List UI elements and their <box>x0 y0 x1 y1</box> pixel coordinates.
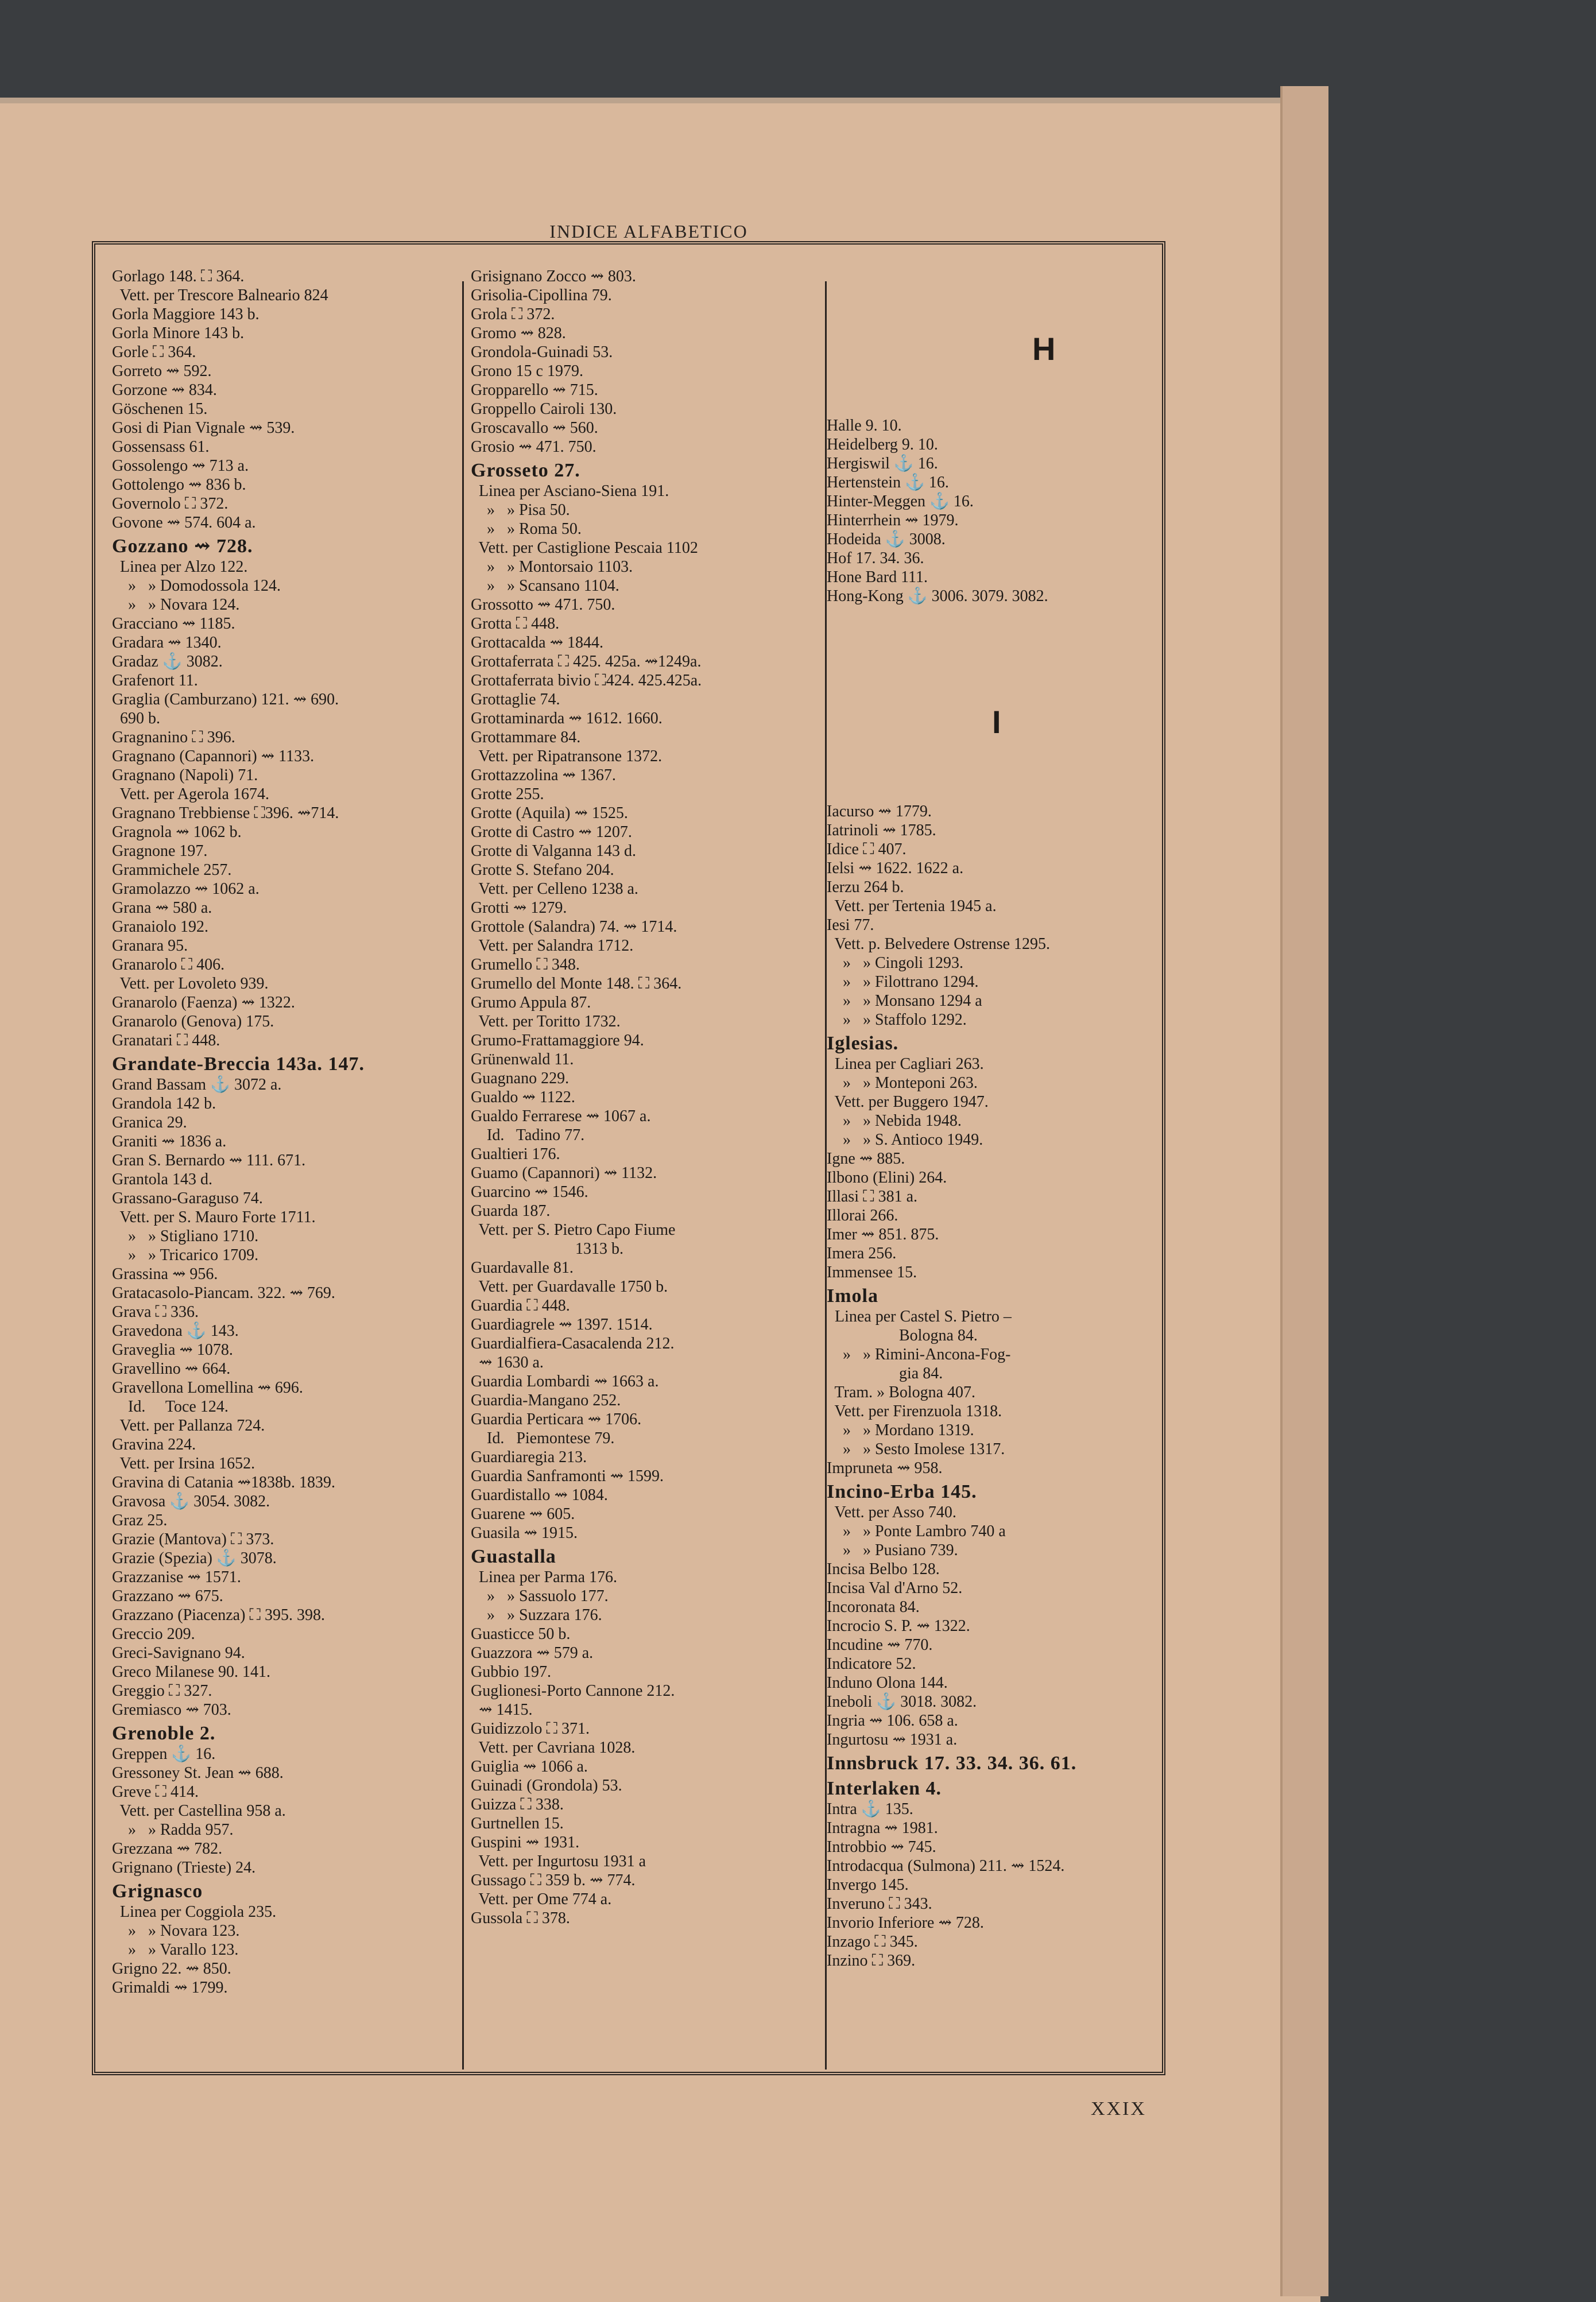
index-entry: Grottaglie 74. <box>471 691 560 708</box>
index-entry: Guardia Sanframonti ⇝ 1599. <box>471 1467 664 1485</box>
index-entry: Gubbio 197. <box>471 1663 551 1681</box>
index-entry: Guardiaregia 213. <box>471 1448 587 1466</box>
index-entry: » » Sassuolo 177. <box>471 1587 609 1605</box>
index-entry: Inzago ⛶ 345. <box>827 1933 918 1951</box>
index-entry: Guizza ⛶ 338. <box>471 1796 564 1813</box>
index-entry: Govone ⇝ 574. 604 a. <box>112 514 256 532</box>
index-entry: 690 b. <box>112 710 160 727</box>
index-entry: Grondola-Guinadi 53. <box>471 343 613 361</box>
index-entry: Greggio ⛶ 327. <box>112 1682 212 1700</box>
index-entry: Vett. per Ripatransone 1372. <box>471 747 663 765</box>
index-entry: Governolo ⛶ 372. <box>112 495 228 513</box>
index-heading: Imola <box>827 1285 878 1307</box>
index-entry: Gragnano (Capannori) ⇝ 1133. <box>112 747 315 765</box>
index-entry: Greppen ⚓ 16. <box>112 1745 216 1763</box>
index-entry: Grisolia-Cipollina 79. <box>471 286 612 304</box>
index-entry: Guagnano 229. <box>471 1069 570 1087</box>
index-entry: Grottammare 84. <box>471 728 581 746</box>
index-entry: Granica 29. <box>112 1114 187 1131</box>
index-entry: Hof 17. 34. 36. <box>827 549 924 567</box>
index-entry: Grottaferrata bivio ⛶424. 425.425a. <box>471 672 702 689</box>
index-entry: Invergo 145. <box>827 1876 909 1894</box>
index-entry: Invorio Inferiore ⇝ 728. <box>827 1914 984 1932</box>
index-entry: Greve ⛶ 414. <box>112 1783 199 1801</box>
index-entry: Gorlago 148. ⛶ 364. <box>112 268 245 285</box>
index-entry: Vett. per S. Pietro Capo Fiume <box>471 1221 676 1239</box>
index-entry: » » Novara 123. <box>112 1922 240 1940</box>
index-entry: » » Rimini-Ancona-Fog- <box>827 1346 1011 1363</box>
index-entry: Induno Olona 144. <box>827 1674 948 1692</box>
index-entry: Inzino ⛶ 369. <box>827 1952 916 1970</box>
index-heading: Gozzano ⇝ 728. <box>112 536 253 557</box>
index-entry: Grumo-Frattamaggiore 94. <box>471 1032 644 1049</box>
index-entry: Granarolo (Genova) 175. <box>112 1013 274 1030</box>
index-entry: » » Varallo 123. <box>112 1941 239 1959</box>
index-entry: Iatrinoli ⇝ 1785. <box>827 821 936 839</box>
index-entry: Guarcino ⇝ 1546. <box>471 1183 588 1201</box>
index-entry: Gromo ⇝ 828. <box>471 324 566 342</box>
index-entry: Greccio 209. <box>112 1625 195 1643</box>
index-entry: Granarolo ⛶ 406. <box>112 956 225 974</box>
index-heading: Grenoble 2. <box>112 1723 216 1744</box>
index-entry: Hong-Kong ⚓ 3006. 3079. 3082. <box>827 587 1048 605</box>
index-entry: Guspini ⇝ 1931. <box>471 1834 580 1851</box>
index-entry: Vett. p. Belvedere Ostrense 1295. <box>827 935 1051 953</box>
index-entry: Gressoney St. Jean ⇝ 688. <box>112 1764 284 1782</box>
index-entry: Idice ⛶ 407. <box>827 840 907 858</box>
index-entry: » » Domodossola 124. <box>112 577 281 595</box>
index-entry: Gossolengo ⇝ 713 a. <box>112 457 249 475</box>
index-entry: Gran S. Bernardo ⇝ 111. 671. <box>112 1152 306 1169</box>
index-entry: Greci-Savignano 94. <box>112 1644 245 1662</box>
index-entry: Hergiswil ⚓ 16. <box>827 455 938 472</box>
index-entry: ⇝ 1630 a. <box>471 1354 544 1371</box>
index-entry: Grigno 22. ⇝ 850. <box>112 1960 231 1978</box>
index-entry: Graglia (Camburzano) 121. ⇝ 690. <box>112 691 339 708</box>
index-entry: Grezzana ⇝ 782. <box>112 1840 223 1858</box>
index-entry: Gragnola ⇝ 1062 b. <box>112 823 242 841</box>
index-entry: Gualtieri 176. <box>471 1145 560 1163</box>
index-entry: Vett. per Castiglione Pescaia 1102 <box>471 539 698 557</box>
index-entry: Vett. per Salandra 1712. <box>471 937 634 955</box>
index-entry: Guardialfiera-Casacalenda 212. <box>471 1335 675 1352</box>
index-entry: Grumello del Monte 148. ⛶ 364. <box>471 975 682 993</box>
index-entry: Introbbio ⇝ 745. <box>827 1838 936 1856</box>
index-entry: Guidizzolo ⛶ 371. <box>471 1720 590 1738</box>
index-entry: Grassina ⇝ 956. <box>112 1265 218 1283</box>
index-entry: » » Pusiano 739. <box>827 1541 958 1559</box>
index-entry: Heidelberg 9. 10. <box>827 436 938 454</box>
index-entry: Grosio ⇝ 471. 750. <box>471 438 596 456</box>
index-entry: Id. Toce 124. <box>112 1398 228 1416</box>
index-entry: Ilbono (Elini) 264. <box>827 1169 947 1187</box>
index-entry: Vett. per Celleno 1238 a. <box>471 880 638 898</box>
index-entry: Guardia-Mangano 252. <box>471 1392 621 1409</box>
index-entry: Gravosa ⚓ 3054. 3082. <box>112 1493 270 1510</box>
index-entry: Graz 25. <box>112 1512 168 1529</box>
index-entry: » » S. Antioco 1949. <box>827 1131 983 1149</box>
index-entry: Gropparello ⇝ 715. <box>471 381 598 399</box>
index-entry: Linea per Asciano-Siena 191. <box>471 482 669 500</box>
index-entry: Gualdo ⇝ 1122. <box>471 1088 575 1106</box>
index-entry: Vett. per Agerola 1674. <box>112 785 269 803</box>
index-entry: Gradaz ⚓ 3082. <box>112 653 223 671</box>
index-entry: Indicatore 52. <box>827 1655 916 1673</box>
index-entry: » » Novara 124. <box>112 596 240 614</box>
index-column-2 <box>471 267 821 1928</box>
index-entry: Incudine ⇝ 770. <box>827 1636 933 1654</box>
index-entry: Guardiagrele ⇝ 1397. 1514. <box>471 1316 653 1334</box>
index-entry: Vett. per S. Mauro Forte 1711. <box>112 1208 316 1226</box>
index-entry: Gragnano (Napoli) 71. <box>112 766 258 784</box>
index-entry: Grammichele 257. <box>112 861 232 879</box>
index-entry: Grafenort 11. <box>112 672 198 689</box>
index-entry: Hertenstein ⚓ 16. <box>827 474 949 491</box>
index-entry: » » Ponte Lambro 740 a <box>827 1522 1006 1540</box>
index-entry: Graveglia ⇝ 1078. <box>112 1341 233 1359</box>
index-entry: Gramolazzo ⇝ 1062 a. <box>112 880 259 898</box>
index-entry: Impruneta ⇝ 958. <box>827 1459 943 1477</box>
index-entry: Vett. per Pallanza 724. <box>112 1417 265 1435</box>
index-entry: Greco Milanese 90. 141. <box>112 1663 271 1681</box>
index-entry: » » Scansano 1104. <box>471 577 619 595</box>
index-entry: Grono 15 c 1979. <box>471 362 583 380</box>
index-entry: Ingria ⇝ 106. 658 a. <box>827 1712 958 1730</box>
index-entry: Linea per Cagliari 263. <box>827 1055 984 1073</box>
index-heading: Iglesias. <box>827 1033 899 1054</box>
index-entry: Linea per Alzo 122. <box>112 558 248 576</box>
index-column-3-h <box>827 416 1154 606</box>
index-entry: Grazie (Spezia) ⚓ 3078. <box>112 1549 277 1567</box>
index-entry: Granatari ⛶ 448. <box>112 1032 220 1049</box>
index-entry: Grottazzolina ⇝ 1367. <box>471 766 616 784</box>
index-entry: Imer ⇝ 851. 875. <box>827 1226 939 1243</box>
index-heading: Interlaken 4. <box>827 1778 942 1799</box>
index-entry: Grignano (Trieste) 24. <box>112 1859 256 1877</box>
index-entry: Grotta ⛶ 448. <box>471 615 560 633</box>
index-heading: Grosseto 27. <box>471 460 580 481</box>
index-entry: Grava ⛶ 336. <box>112 1303 199 1321</box>
index-entry: » » Roma 50. <box>471 520 582 538</box>
index-entry: Grana ⇝ 580 a. <box>112 899 212 917</box>
index-entry: Guarda 187. <box>471 1202 551 1220</box>
index-entry: Grazzano (Piacenza) ⛶ 395. 398. <box>112 1606 325 1624</box>
index-entry: Vett. per Lovoleto 939. <box>112 975 269 993</box>
index-entry: Grazzanise ⇝ 1571. <box>112 1568 241 1586</box>
column-divider <box>462 281 464 2070</box>
index-entry: Vett. per Firenzuola 1318. <box>827 1402 1002 1420</box>
index-entry: Gragnone 197. <box>112 842 208 860</box>
index-entry: Grantola 143 d. <box>112 1171 212 1188</box>
index-entry: Guardia Lombardi ⇝ 1663 a. <box>471 1373 659 1390</box>
page-number: XXIX <box>1091 2098 1146 2119</box>
index-entry: Grotte 255. <box>471 785 544 803</box>
index-entry: » » Mordano 1319. <box>827 1421 974 1439</box>
index-heading: Grandate-Breccia 143a. 147. <box>112 1053 365 1075</box>
index-entry: Guglionesi-Porto Cannone 212. <box>471 1682 675 1700</box>
index-entry: Gussago ⛶ 359 b. ⇝ 774. <box>471 1871 636 1889</box>
index-entry: Gracciano ⇝ 1185. <box>112 615 235 633</box>
index-entry: ⇝ 1415. <box>471 1701 533 1719</box>
index-entry: Grumo Appula 87. <box>471 994 591 1012</box>
index-entry: Grottaferrata ⛶ 425. 425a. ⇝1249a. <box>471 653 702 671</box>
index-entry: Grola ⛶ 372. <box>471 305 555 323</box>
index-entry: Vett. per Asso 740. <box>827 1503 956 1521</box>
index-entry: Grotti ⇝ 1279. <box>471 899 567 917</box>
index-entry: Gorreto ⇝ 592. <box>112 362 212 380</box>
index-entry: Igne ⇝ 885. <box>827 1150 905 1168</box>
index-entry: Gremiasco ⇝ 703. <box>112 1701 231 1719</box>
index-entry: Grimaldi ⇝ 1799. <box>112 1979 228 1997</box>
index-entry: Bologna 84. <box>827 1327 978 1344</box>
index-entry: Göschenen 15. <box>112 400 208 418</box>
index-entry: Illasi ⛶ 381 a. <box>827 1188 918 1206</box>
index-entry: Gurtnellen 15. <box>471 1815 564 1832</box>
index-entry: Incrocio S. P. ⇝ 1322. <box>827 1617 970 1635</box>
index-entry: Gorzone ⇝ 834. <box>112 381 217 399</box>
index-entry: » » Tricarico 1709. <box>112 1246 259 1264</box>
index-entry: Hodeida ⚓ 3008. <box>827 530 946 548</box>
index-entry: Grazzano ⇝ 675. <box>112 1587 223 1605</box>
index-entry: Linea per Coggiola 235. <box>112 1903 277 1921</box>
index-entry: Vett. per Ome 774 a. <box>471 1890 612 1908</box>
index-entry: Grazie (Mantova) ⛶ 373. <box>112 1530 274 1548</box>
index-entry: Ingurtosu ⇝ 1931 a. <box>827 1731 958 1749</box>
index-entry: Gravina 224. <box>112 1436 196 1454</box>
index-entry: Imera 256. <box>827 1245 897 1262</box>
index-entry: » » Radda 957. <box>112 1821 234 1839</box>
index-entry: Hinter-Meggen ⚓ 16. <box>827 493 974 510</box>
index-entry: » » Filottrano 1294. <box>827 973 979 991</box>
index-entry: Guardavalle 81. <box>471 1259 574 1277</box>
index-entry: Guamo (Capannori) ⇝ 1132. <box>471 1164 657 1182</box>
index-entry: Grotte di Valganna 143 d. <box>471 842 636 860</box>
index-entry: 1313 b. <box>471 1240 623 1258</box>
index-entry: Gualdo Ferrarese ⇝ 1067 a. <box>471 1107 651 1125</box>
index-entry: Grand Bassam ⚓ 3072 a. <box>112 1076 282 1094</box>
index-entry: Vett. per Buggero 1947. <box>827 1093 989 1111</box>
index-entry: Gorla Maggiore 143 b. <box>112 305 259 323</box>
section-letter-h: H <box>1032 331 1056 367</box>
index-entry: » » Stigliano 1710. <box>112 1227 259 1245</box>
index-entry: Vett. per Castellina 958 a. <box>112 1802 286 1820</box>
index-entry: Grisignano Zocco ⇝ 803. <box>471 268 636 285</box>
index-entry: Vett. per Cavriana 1028. <box>471 1739 636 1757</box>
page-edge <box>1280 86 1328 2296</box>
index-entry: Incisa Belbo 128. <box>827 1560 940 1578</box>
index-entry: Linea per Castel S. Pietro – <box>827 1308 1012 1326</box>
index-entry: Inveruno ⛶ 343. <box>827 1895 932 1913</box>
index-entry: Gravedona ⚓ 143. <box>112 1322 239 1340</box>
index-entry: Gravellona Lomellina ⇝ 696. <box>112 1379 303 1397</box>
index-entry: Gosi di Pian Vignale ⇝ 539. <box>112 419 295 437</box>
index-entry: Grottole (Salandra) 74. ⇝ 1714. <box>471 918 677 936</box>
index-entry: Vett. per Irsina 1652. <box>112 1455 255 1472</box>
index-entry: Tram. » Bologna 407. <box>827 1383 976 1401</box>
index-heading: Guastalla <box>471 1546 556 1567</box>
index-entry: Guasila ⇝ 1915. <box>471 1524 578 1542</box>
index-entry: Gravina di Catania ⇝1838b. 1839. <box>112 1474 335 1491</box>
index-entry: Vett. per Ingurtosu 1931 a <box>471 1853 646 1870</box>
index-heading: Incino-Erba 145. <box>827 1481 977 1502</box>
index-entry: Guardia ⛶ 448. <box>471 1297 570 1315</box>
index-entry: Groppello Cairoli 130. <box>471 400 617 418</box>
index-entry: » » Staffolo 1292. <box>827 1011 967 1029</box>
index-entry: Vett. per Guardavalle 1750 b. <box>471 1278 668 1296</box>
index-entry: Vett. per Trescore Balneario 824 <box>112 286 328 304</box>
index-entry: Hone Bard 111. <box>827 568 928 586</box>
index-entry: » » Suzzara 176. <box>471 1606 602 1624</box>
index-heading: Grignasco <box>112 1881 203 1902</box>
index-entry: Grottacalda ⇝ 1844. <box>471 634 604 652</box>
index-entry: Vett. per Tertenia 1945 a. <box>827 897 997 915</box>
index-entry: Gragnano Trebbiense ⛶396. ⇝714. <box>112 804 339 822</box>
index-entry: Guardia Perticara ⇝ 1706. <box>471 1410 642 1428</box>
index-entry: Granara 95. <box>112 937 188 955</box>
index-entry: » » Montorsaio 1103. <box>471 558 633 576</box>
index-entry: Grünenwald 11. <box>471 1051 574 1068</box>
index-entry: Introdacqua (Sulmona) 211. ⇝ 1524. <box>827 1857 1065 1875</box>
index-entry: Intra ⚓ 135. <box>827 1800 913 1818</box>
index-entry: Gussola ⛶ 378. <box>471 1909 570 1927</box>
index-entry: Hinterrhein ⇝ 1979. <box>827 511 959 529</box>
index-entry: Guinadi (Grondola) 53. <box>471 1777 622 1795</box>
index-entry: Ineboli ⚓ 3018. 3082. <box>827 1693 977 1711</box>
index-entry: » » Monsano 1294 a <box>827 992 982 1010</box>
index-entry: Halle 9. 10. <box>827 417 902 435</box>
index-entry: Iesi 77. <box>827 916 874 934</box>
index-entry: Ielsi ⇝ 1622. 1622 a. <box>827 859 964 877</box>
index-entry: Intragna ⇝ 1981. <box>827 1819 938 1837</box>
index-entry: Grumello ⛶ 348. <box>471 956 580 974</box>
index-entry: Gossensass 61. <box>112 438 210 456</box>
section-letter-i: I <box>992 704 1001 740</box>
index-entry: Grotte (Aquila) ⇝ 1525. <box>471 804 628 822</box>
index-entry: Gottolengo ⇝ 836 b. <box>112 476 246 494</box>
index-entry: Guardistallo ⇝ 1084. <box>471 1486 608 1504</box>
index-entry: » » Sesto Imolese 1317. <box>827 1440 1005 1458</box>
index-entry: Vett. per Toritto 1732. <box>471 1013 621 1030</box>
index-entry: Incisa Val d'Arno 52. <box>827 1579 963 1597</box>
index-entry: Gradara ⇝ 1340. <box>112 634 222 652</box>
index-entry: » » Pisa 50. <box>471 501 570 519</box>
index-entry: Granarolo (Faenza) ⇝ 1322. <box>112 994 295 1012</box>
index-entry: Id. Piemontese 79. <box>471 1429 615 1447</box>
index-entry: Gravellino ⇝ 664. <box>112 1360 231 1378</box>
index-entry: » » Monteponi 263. <box>827 1074 978 1092</box>
index-entry: Gratacasolo-Piancam. 322. ⇝ 769. <box>112 1284 335 1302</box>
index-entry: Guazzora ⇝ 579 a. <box>471 1644 594 1662</box>
index-entry: Illorai 266. <box>827 1207 898 1224</box>
index-entry: Guasticce 50 b. <box>471 1625 571 1643</box>
index-entry: Gorle ⛶ 364. <box>112 343 196 361</box>
index-entry: Groscavallo ⇝ 560. <box>471 419 598 437</box>
index-entry: Linea per Parma 176. <box>471 1568 618 1586</box>
index-entry: Grassano-Garaguso 74. <box>112 1189 263 1207</box>
index-entry: Gorla Minore 143 b. <box>112 324 245 342</box>
index-entry: Granaiolo 192. <box>112 918 208 936</box>
index-entry: Ierzu 264 b. <box>827 878 904 896</box>
index-entry: Grossotto ⇝ 471. 750. <box>471 596 615 614</box>
index-entry: Immensee 15. <box>827 1264 917 1281</box>
index-entry: Graniti ⇝ 1836 a. <box>112 1133 227 1150</box>
index-entry: Iacurso ⇝ 1779. <box>827 803 932 820</box>
index-entry: Incoronata 84. <box>827 1598 920 1616</box>
index-column-3-i <box>827 802 1154 1970</box>
index-entry: gia 84. <box>827 1365 943 1382</box>
index-column-1 <box>112 267 456 1997</box>
index-entry: Grottaminarda ⇝ 1612. 1660. <box>471 710 663 727</box>
index-entry: Guarene ⇝ 605. <box>471 1505 575 1523</box>
index-heading: Innsbruck 17. 33. 34. 36. 61. <box>827 1753 1077 1774</box>
index-entry: » » Cingoli 1293. <box>827 954 964 972</box>
index-entry: Grandola 142 b. <box>112 1095 216 1113</box>
page-header: INDICE ALFABETICO <box>549 221 748 242</box>
index-entry: Grotte di Castro ⇝ 1207. <box>471 823 632 841</box>
index-entry: Guiglia ⇝ 1066 a. <box>471 1758 588 1776</box>
index-entry: » » Nebida 1948. <box>827 1112 962 1130</box>
index-entry: Gragnanino ⛶ 396. <box>112 728 235 746</box>
index-entry: Grotte S. Stefano 204. <box>471 861 614 879</box>
index-entry: Id. Tadino 77. <box>471 1126 585 1144</box>
